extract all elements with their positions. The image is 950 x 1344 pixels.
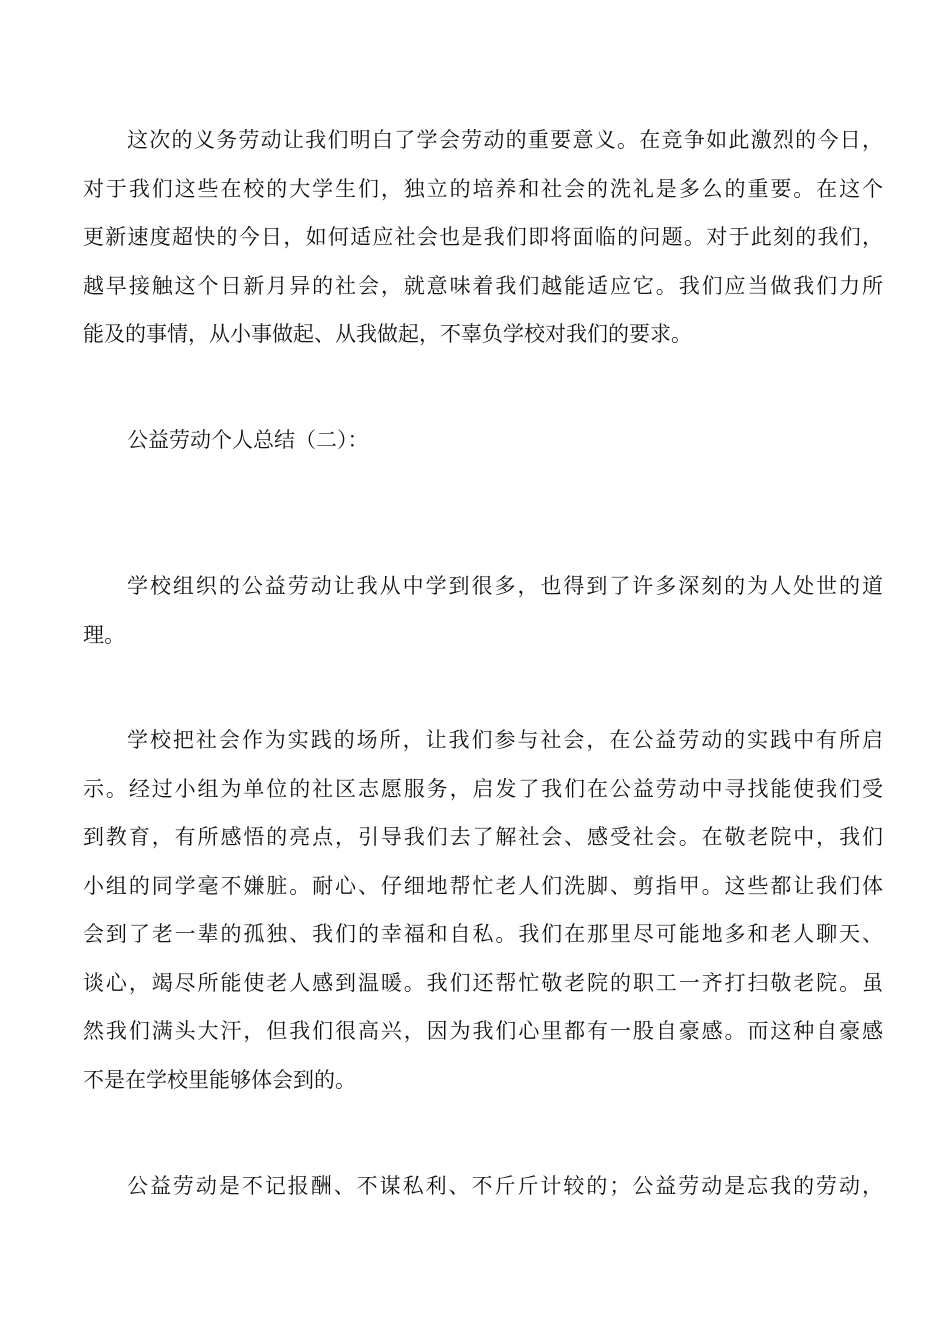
paragraph <box>83 562 883 659</box>
paragraph-line: 会到了老一辈的孤独、我们的幸福和自私。我们在那里尽可能地多和老人聊天、 <box>83 922 883 946</box>
paragraph-line: 示。经过小组为单位的社区志愿服务，启发了我们在公益劳动中寻找能使我们受 <box>83 776 883 801</box>
paragraph-line: 学校把社会作为实践的场所，让我们参与社会，在公益劳动的实践中有所启 <box>127 728 883 752</box>
paragraph <box>83 116 883 359</box>
paragraph <box>83 1162 883 1211</box>
paragraph-line: 公益劳动是不记报酬、不谋私利、不斤斤计较的；公益劳动是忘我的劳动， <box>127 1174 883 1198</box>
paragraph-line: 更新速度超快的今日，如何适应社会也是我们即将面临的问题。对于此刻的我们， <box>83 225 883 249</box>
paragraph-line: 学校组织的公益劳动让我从中学到很多，也得到了许多深刻的为人处世的道 <box>127 574 883 598</box>
paragraph-line: 能及的事情，从小事做起、从我做起，不辜负学校对我们的要求。 <box>83 322 692 346</box>
paragraph-line: 然我们满头大汗，但我们很高兴，因为我们心里都有一股自豪感。而这种自豪感 <box>83 1019 883 1043</box>
paragraph-line: 对于我们这些在校的大学生们，独立的培养和社会的洗礼是多么的重要。在这个 <box>83 176 883 201</box>
paragraph-line: 越早接触这个日新月异的社会，就意味着我们越能适应它。我们应当做我们力所 <box>83 273 883 298</box>
paragraph-line: 小组的同学毫不嫌脏。耐心、仔细地帮忙老人们洗脚、剪指甲。这些都让我们体 <box>83 873 883 898</box>
paragraph-line: 不是在学校里能够体会到的。 <box>83 1067 356 1092</box>
paragraph-line: 谈心，竭尽所能使老人感到温暖。我们还帮忙敬老院的职工一齐打扫敬老院。虽 <box>83 970 883 995</box>
section-heading-text: 公益劳动个人总结（二）： <box>127 428 369 452</box>
paragraph-line: 理。 <box>83 622 125 647</box>
paragraph-line: 到教育，有所感悟的亮点，引导我们去了解社会、感受社会。在敬老院中，我们 <box>83 825 883 849</box>
paragraph-line: 这次的义务劳动让我们明白了学会劳动的重要意义。在竞争如此激烈的今日， <box>127 128 883 152</box>
paragraph <box>83 716 883 1104</box>
section-heading <box>83 416 883 465</box>
